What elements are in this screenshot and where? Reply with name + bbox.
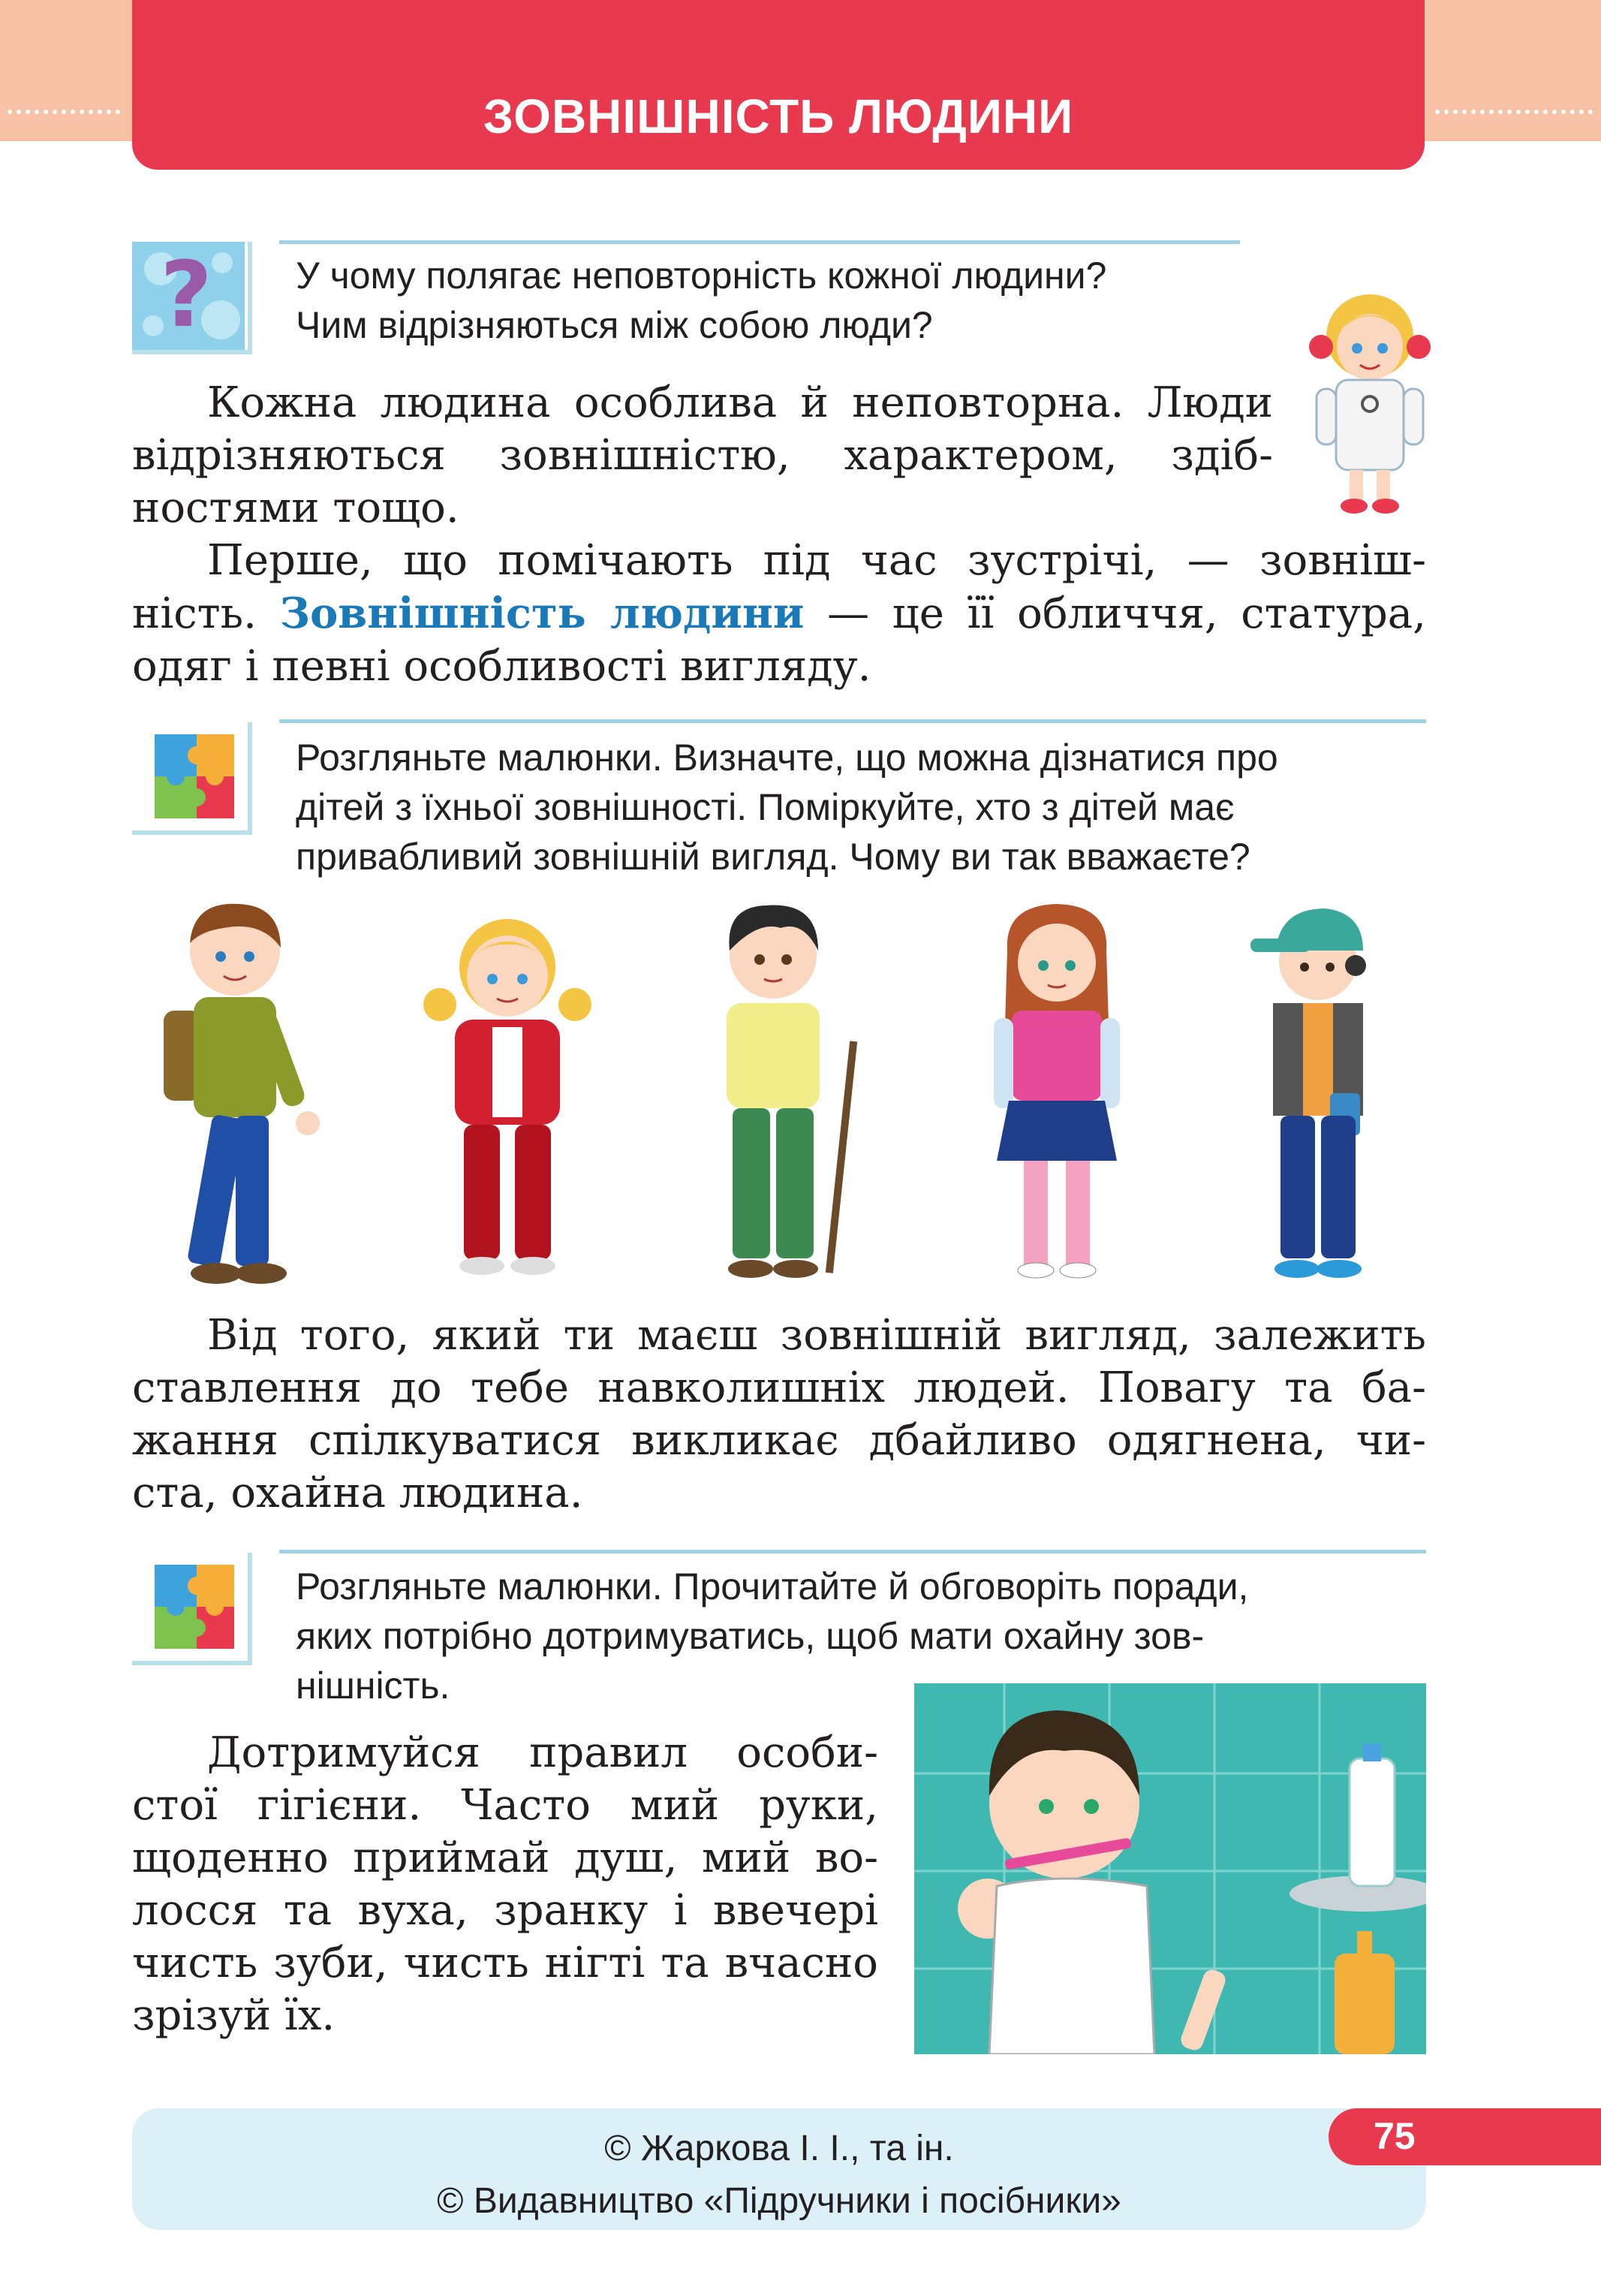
middle-line: жання спілкуватися викликає дбайливо одягнена, чи- xyxy=(132,1416,1426,1465)
footer-author: © Жаркова І. І., та ін. xyxy=(604,2129,954,2168)
task1-rule xyxy=(279,719,1426,723)
intro-line: Кожна людина особлива й неповторна. Люди xyxy=(207,378,1273,427)
boy-with-cap-illustration xyxy=(1243,898,1393,1292)
untidy-boy-illustration xyxy=(691,898,863,1292)
puzzle-icon xyxy=(132,1553,252,1665)
task2-line: нішність. xyxy=(296,1665,450,1707)
task1-line: дітей з їхньої зовнішності. Поміркуйте, хто з дітей має xyxy=(296,786,1235,828)
middle-paragraph xyxy=(132,1309,1426,1520)
task1-line: привабливий зовнішній вигляд. Чому ви так вважаєте? xyxy=(296,836,1250,878)
intro-text: — це її обличчя, статура, xyxy=(827,589,1426,638)
task2-rule xyxy=(279,1550,1426,1553)
hygiene-line: Дотримуйся правил особи- xyxy=(207,1728,878,1777)
hygiene-line: щоденно приймай душ, мий во- xyxy=(132,1833,878,1882)
girl-in-pink-illustration xyxy=(989,898,1124,1292)
header-right-band xyxy=(1406,0,1601,141)
middle-line: ставлення до тебе навколишніх людей. Повагу та ба- xyxy=(132,1363,1426,1412)
intro-paragraph-1 xyxy=(132,377,1273,535)
hygiene-line: зрізуй їх. xyxy=(132,1991,336,2040)
middle-line: Від того, який ти маєш зовнішній вигляд, залежить xyxy=(207,1311,1426,1360)
page-number: 75 xyxy=(1374,2115,1416,2157)
header-banner xyxy=(132,0,1425,170)
intro-line: ностями тощо. xyxy=(132,484,459,532)
page-title: ЗОВНІШНІСТЬ ЛЮДИНИ xyxy=(483,89,1074,143)
intro-line: одяг і певні особливості вигляду. xyxy=(132,642,871,691)
hygiene-line: стої гігієни. Часто мий руки, xyxy=(132,1781,878,1830)
header-dots-left xyxy=(8,110,120,114)
intro-text: ність. xyxy=(132,589,257,638)
task2-line: яких потрібно дотримуватись, щоб мати охайну зов- xyxy=(296,1615,1205,1657)
boy-with-backpack-illustration xyxy=(141,898,329,1292)
header-left-band xyxy=(0,0,150,141)
question-line: Чим відрізняються між собою люди? xyxy=(296,304,933,346)
task2-line: Розгляньте малюнки. Прочитайте й обговоріть поради, xyxy=(296,1565,1249,1608)
middle-line: ста, охайна людина. xyxy=(132,1469,583,1517)
definition-term: Зовнішність людини xyxy=(279,589,805,638)
question-text xyxy=(296,251,1106,350)
intro-line: відрізняються зовнішністю, характером, здіб- xyxy=(132,431,1273,480)
intro-line-with-term xyxy=(132,587,1426,640)
girl-doctor-illustration xyxy=(1306,284,1434,520)
task1-text xyxy=(296,733,1422,881)
page-number-tab xyxy=(1329,2108,1601,2165)
footer-publisher: © Видавництво «Підручники і посібники» xyxy=(437,2181,1121,2221)
svg-text:?: ? xyxy=(160,243,212,348)
puzzle-icon xyxy=(132,722,252,835)
question-rule xyxy=(279,240,1240,244)
hygiene-line: лосся та вуха, зранку і ввечері xyxy=(132,1886,878,1935)
question-line: У чому полягає неповторність кожної людини? xyxy=(296,255,1107,297)
hygiene-line: чисть зуби, чисть нігті та вчасно xyxy=(132,1939,878,1987)
girl-in-red-illustration xyxy=(417,907,597,1286)
boy-brushing-teeth-illustration xyxy=(914,1683,1426,2054)
intro-line: Перше, що помічають під час зустрічі, — зовніш- xyxy=(207,536,1426,585)
question-icon xyxy=(132,242,252,354)
header-dots-right xyxy=(1435,110,1593,114)
hygiene-paragraph xyxy=(132,1727,878,2042)
task1-line: Розгляньте малюнки. Визначте, що можна дізнатися про xyxy=(296,737,1278,779)
intro-paragraph-2 xyxy=(132,535,1426,693)
footer-credits xyxy=(132,2108,1426,2230)
